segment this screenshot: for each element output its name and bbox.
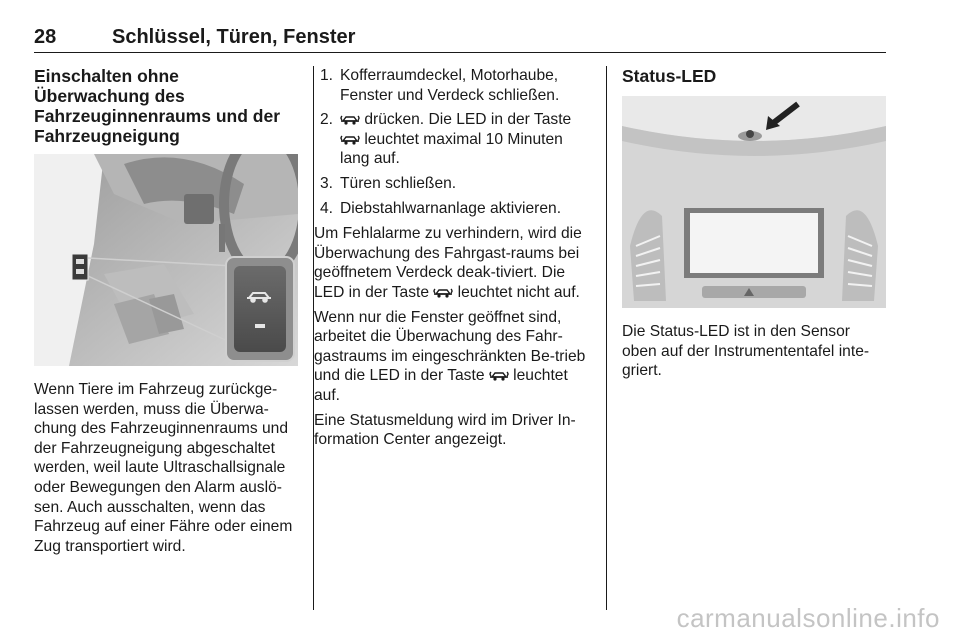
paragraph-text: leuchtet auf. (314, 367, 568, 404)
list-text: leuchtet maximal 10 Minuten lang auf. (340, 130, 563, 168)
page-header (34, 26, 886, 53)
list-number: 3. (320, 174, 334, 192)
chapter-title: Schlüssel, Türen, Fenster (112, 26, 356, 48)
list-text: Diebstahlwarnanlage aktivieren. (340, 199, 562, 217)
list-text: Kofferraumdeckel, Motorhaube, Fenster und Verdeck schließen. (340, 67, 560, 104)
column-divider (606, 66, 607, 610)
list-text: Türen schließen. (340, 174, 457, 192)
paragraph: Eine Statusmeldung wird im Driver In-formation Center angezeigt. (314, 411, 576, 449)
dashboard-illustration (622, 96, 886, 308)
paragraph: Wenn Tiere im Fahrzeug zurückge-lassen werden, muss die Überwa-chung des Fahrzeuginnenraums und der Fahrzeugneigung abgeschaltet werden, weil laute Ultraschallsignale oder Bewegungen den Alarm auslö-sen. Auch ausschalten, wenn das Fahrzeug auf einer Fähre oder einem Zug transportiert wird. (34, 381, 293, 555)
procedure-list (314, 66, 590, 218)
list-number: 1. (320, 67, 334, 84)
column-right (622, 66, 886, 386)
paragraph-text: Wenn nur die Fenster geöffnet sind, arbeitet die Überwachung des Fahr-gastraums im eingeschränkten Be-trieb und die LED in der Taste (314, 308, 586, 385)
car-with-waves-icon (489, 368, 509, 382)
paragraph-text: leuchtet nicht auf. (453, 283, 580, 301)
list-number: 2. (320, 111, 334, 129)
car-with-waves-icon (340, 112, 360, 126)
list-item (314, 110, 590, 169)
car-with-waves-icon (340, 132, 360, 146)
paragraph (314, 224, 590, 302)
column-middle (314, 66, 590, 455)
column-left (34, 66, 298, 561)
page-number: 28 (34, 26, 57, 48)
list-number: 4. (320, 199, 334, 217)
paragraph (314, 308, 590, 406)
list-item (314, 66, 590, 105)
list-text: drücken. Die LED in der Taste (360, 111, 572, 129)
car-with-waves-icon (433, 285, 453, 299)
section-heading: Einschalten ohne Überwachung des Fahrzeuginnenraums und der Fahrzeugneigung (34, 66, 280, 146)
paragraph-text: Um Fehlalarme zu verhindern, wird die Überwachung des Fahrgast-raums bei geöffnetem Verdeck deak-tiviert. Die LED in der Taste (314, 225, 582, 301)
interior-switch-illustration (34, 154, 298, 366)
list-item (314, 174, 590, 194)
list-item (314, 199, 590, 219)
paragraph: Die Status-LED ist in den Sensor oben auf der Instrumententafel inte-griert. (622, 323, 870, 380)
watermark: carmanualsonline.info (676, 603, 940, 633)
section-heading: Status-LED (622, 66, 717, 86)
